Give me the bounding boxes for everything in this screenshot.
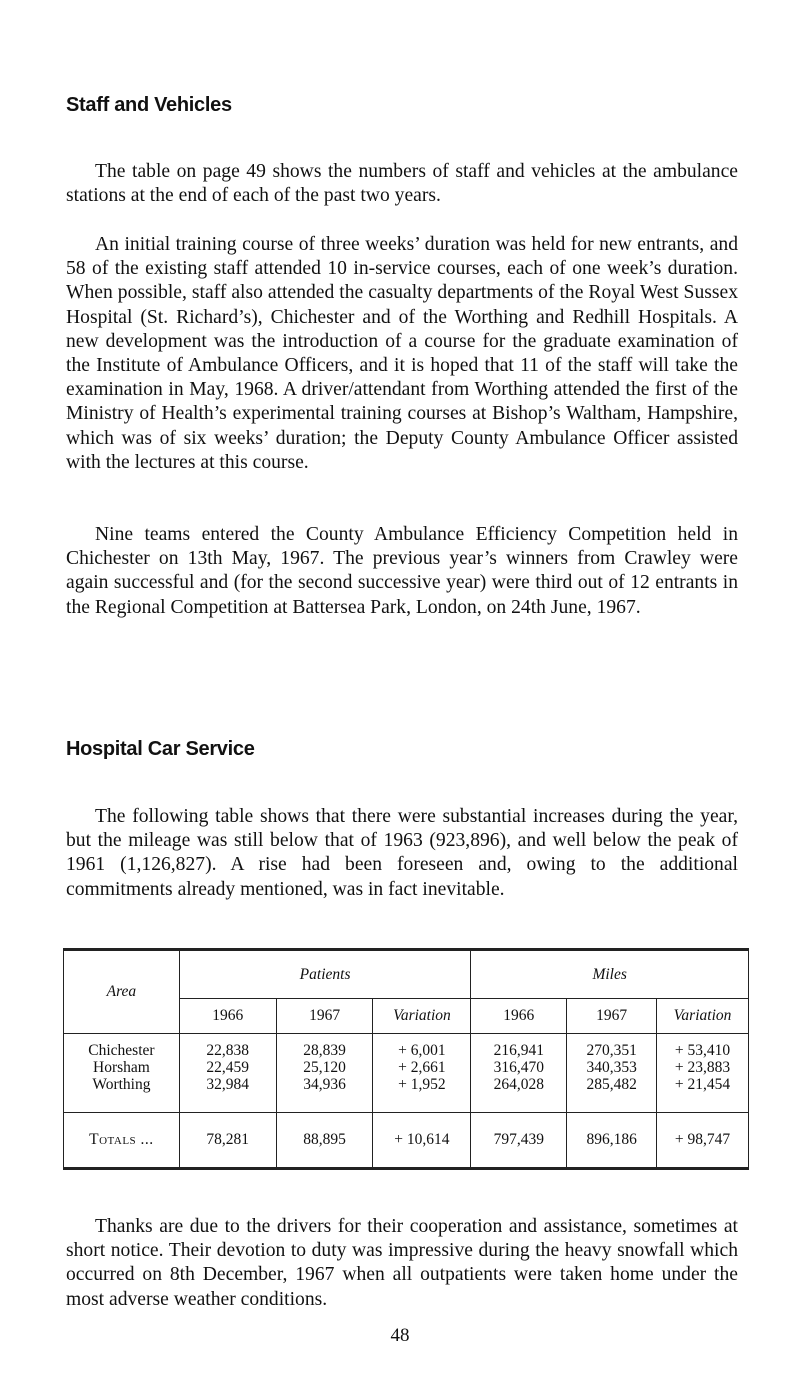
cell-areas: Chichester Horsham Worthing [64,1034,180,1113]
col-header-patients-1966: 1966 [179,999,276,1034]
hospital-car-table [63,948,749,1170]
paragraph-thanks: Thanks are due to the drivers for their cooperation and assistance, sometimes at short notice. Their devotion to duty was impressive during the heavy snowfall which occurred on 8th December, 1967 when all outpatients were taken home under the most adverse weather conditions. [66,1216,738,1310]
paragraph-hospital-car-intro: The following table shows that there were substantial increases during the year, but the mileage was still below that of 1963 (923,896), and well below the peak of 1961 (1,126,827). A rise had been foreseen and, owing to the additional commitments already mentioned, was in fact inevitable. [66,806,738,900]
cell-totals-patients-1966: 78,281 [179,1113,276,1169]
paragraph-staff-table-ref: The table on page 49 shows the numbers of staff and vehicles at the ambulance stations at the end of each of the past two years. [66,161,738,207]
cell-miles-1966: 216,941 316,470 264,028 [471,1034,567,1113]
cell-patients-1966: 22,838 22,459 32,984 [179,1034,276,1113]
col-header-miles-variation: Variation [657,999,749,1034]
paragraph-competition: Nine teams entered the County Ambulance Efficiency Competition held in Chichester on 13th May, 1967. The previous year’s winners from Crawley were again successful and (for the second successive year) were third out of 12 entrants in the Regional Competition at Battersea Park, London, on 24th June, 1967. [66,524,738,618]
cell-totals-miles-1967: 896,186 [567,1113,657,1169]
paragraph-training-courses: An initial training course of three weeks’ duration was held for new entrants, and 58 of the existing staff attended 10 in-service courses, each of one week’s duration. When possible, staff also attended the casualty departments of the Royal West Sussex Hospital (St. Richard’s), Chichester and of the Worthing and Redhill Hospitals. A new development was the introduction of a course for the graduate examination of the Institute of Ambulance Officers, and it is hoped that 11 of the staff will take the examination in May, 1968. A driver/attendant from Worthing attended the first of the Ministry of Health’s experimental training courses at Bishop’s Waltham, Hampshire, which was of six weeks’ duration; the Deputy County Ambulance Officer assisted with the lectures at this course. [66,234,738,473]
cell-totals-patients-variation: + 10,614 [373,1113,471,1169]
group-header-patients: Patients [179,950,471,999]
col-header-area: Area [64,950,180,1034]
cell-patients-variation: + 6,001 + 2,661 + 1,952 [373,1034,471,1113]
cell-miles-1967: 270,351 340,353 285,482 [567,1034,657,1113]
col-header-patients-1967: 1967 [276,999,373,1034]
cell-patients-1967: 28,839 25,120 34,936 [276,1034,373,1113]
section-heading-hospital-car: Hospital Car Service [66,738,255,760]
col-header-patients-variation: Variation [373,999,471,1034]
col-header-miles-1967: 1967 [567,999,657,1034]
cell-totals-patients-1967: 88,895 [276,1113,373,1169]
page-number: 48 [390,1325,410,1346]
cell-totals-label: Totals ... [64,1113,180,1169]
section-heading-staff-vehicles: Staff and Vehicles [66,94,232,116]
cell-totals-miles-variation: + 98,747 [657,1113,749,1169]
col-header-miles-1966: 1966 [471,999,567,1034]
group-header-miles: Miles [471,950,749,999]
cell-miles-variation: + 53,410 + 23,883 + 21,454 [657,1034,749,1113]
cell-totals-miles-1966: 797,439 [471,1113,567,1169]
